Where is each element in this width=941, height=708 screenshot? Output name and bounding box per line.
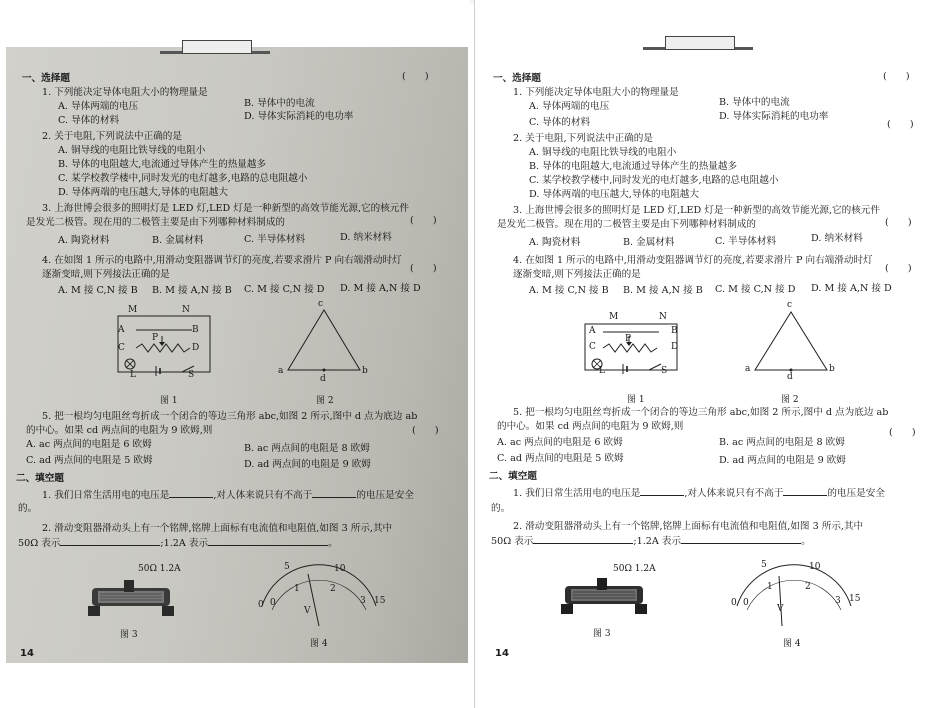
right-page [474, 0, 941, 708]
r-fig4-inner-1: 1 [767, 582, 773, 592]
fill-q2-part-a: 50Ω 表示 [18, 538, 61, 549]
r-fig1-label-m: M [609, 312, 619, 322]
r-fill-q1-part2: ,对人体来说只有不高于 [684, 488, 784, 499]
r-q3-answer-paren: ( ) [885, 217, 912, 228]
q1-option-c: C. 导体的材料 [58, 115, 120, 126]
fig1-label-p: P [152, 333, 159, 343]
r-q4-stem-2: 逐渐变暗,则下列接法正确的是 [513, 269, 641, 280]
q3-stem-1: 3. 上海世博会很多的照明灯是 LED 灯,LED 灯是一种新型的高效节能光源,它的核元件 [42, 203, 409, 214]
page-header-banner-right [643, 42, 753, 54]
q1-option-b: B. 导体中的电流 [244, 98, 315, 109]
r-q5-stem-1: 5. 把一根均匀电阻丝弯折成一个闭合的等边三角形 abc,如图 2 所示,图中 d 点为底边 ab [513, 407, 889, 418]
r-fill-q2-part-a: 50Ω 表示 [491, 536, 534, 547]
q5-option-b: B. ac 两点间的电阻是 8 欧姆 [244, 443, 370, 454]
q4-option-a: A. M 接 C,N 接 B [58, 285, 138, 296]
r-fig1-label-b: B [671, 326, 678, 336]
fig1-label-d: D [192, 343, 200, 353]
r-fill-q1-part1: 1. 我们日常生活用电的电压是 [513, 488, 641, 499]
q2-option-d: D. 导体两端的电压越大,导体的电阻越大 [58, 187, 228, 198]
fig2-label-a: a [278, 366, 284, 376]
q2-option-a: A. 铜导线的电阻比铁导线的电阻小 [58, 145, 206, 156]
r-q2-option-c: C. 某学校教学楼中,同时发光的电灯越多,电路的总电阻越小 [529, 175, 779, 186]
r-q1-option-d: D. 导体实际消耗的电功率 [719, 111, 829, 122]
r-q4-option-b: B. M 接 A,N 接 B [623, 285, 703, 296]
r-fig4-outer-10: 10 [809, 562, 821, 572]
r-q4-option-d: D. M 接 A,N 接 D [811, 283, 892, 294]
left-page-number: 14 [20, 648, 34, 659]
fig1-label-b: B [192, 325, 199, 335]
q4-option-d: D. M 接 A,N 接 D [340, 283, 421, 294]
r-q5-option-b: B. ac 两点间的电阻是 8 欧姆 [719, 437, 845, 448]
fill-q1-part2: ,对人体来说只有不高于 [213, 490, 313, 501]
fig2-label-b: b [362, 366, 368, 376]
r-fill-section-title: 二、填空题 [489, 471, 537, 482]
fig4-inner-2: 2 [330, 584, 336, 594]
fig4-caption: 图 4 [310, 639, 328, 649]
q5-answer-paren: ( ) [412, 425, 439, 436]
q4-stem-1: 4. 在如图 1 所示的电路中,用滑动变阻器调节灯的亮度,若要求滑片 P 向右端滑动时灯 [42, 255, 402, 266]
q3-option-d: D. 纳米材料 [340, 232, 392, 243]
fill-q1-blank-2[interactable] [312, 488, 356, 498]
q4-answer-paren: ( ) [410, 263, 437, 274]
r-q5-option-a: A. ac 两点间的电阻是 6 欧姆 [497, 437, 623, 448]
fig4-inner-0: 0 [270, 598, 276, 608]
r-fill-q1 [513, 486, 885, 501]
q4-stem-2: 逐渐变暗,则下列接法正确的是 [42, 269, 170, 280]
r-fig4-inner-0: 0 [743, 598, 749, 608]
r-fill-q1-part3: 的电压是安全 [827, 488, 885, 499]
fig1-label-a: A [118, 325, 125, 335]
header-box [182, 40, 252, 54]
r-q1-option-b: B. 导体中的电流 [719, 97, 790, 108]
r-q3-stem-1: 3. 上海世博会很多的照明灯是 LED 灯,LED 灯是一种新型的高效节能光源,它的核元件 [513, 205, 880, 216]
r-q5-answer-paren: ( ) [889, 427, 916, 438]
q5-stem-1: 5. 把一根均匀电阻丝弯折成一个闭合的等边三角形 abc,如图 2 所示,图中 d 点为底边 ab [42, 411, 418, 422]
r-q2-option-d: D. 导体两端的电压越大,导体的电阻越大 [529, 189, 699, 200]
r-fig4-inner-3: 3 [835, 596, 841, 606]
q3-stem-2: 是发光二极管。现在用的二极管主要是由下列哪种材料制成的 [26, 217, 286, 228]
fig4-outer-15: 15 [374, 596, 386, 606]
q2-stem: 2. 关于电阻,下列说法中正确的是 [42, 131, 182, 142]
fig4-outer-0: 0 [258, 600, 264, 610]
fill-q2-part-c: 。 [328, 538, 338, 549]
r-fill-q2-line1: 2. 滑动变阻器滑动头上有一个铭牌,铭牌上面标有电流值和电阻值,如图 3 所示,其中 [513, 521, 864, 532]
fig4-inner-1: 1 [294, 584, 300, 594]
r-fig1-label-l: L [599, 366, 605, 376]
r-fig4-inner-2: 2 [805, 582, 811, 592]
r-fill-q1-blank-2[interactable] [783, 486, 827, 496]
r-q5-option-c: C. ad 两点间的电阻是 5 欧姆 [497, 453, 624, 464]
fig1-label-n: N [182, 305, 190, 315]
r-fill-q2-blank-2[interactable] [681, 534, 801, 544]
r-q5-stem-2: 的中心。如果 cd 两点间的电阻为 9 欧姆,则 [497, 421, 684, 432]
r-q2-answer-paren: ( ) [887, 119, 914, 130]
r-q3-option-a: A. 陶瓷材料 [529, 237, 581, 248]
fill-q1-end: 的。 [18, 503, 38, 514]
r-fig1-label-c: C [589, 342, 596, 352]
fig4-outer-5: 5 [284, 562, 290, 572]
fill-q2-line2 [18, 536, 338, 551]
q5-option-c: C. ad 两点间的电阻是 5 欧姆 [26, 455, 153, 466]
q1-option-a: A. 导体两端的电压 [58, 101, 139, 112]
fig1-circuit-diagram [112, 310, 216, 378]
r-q1-option-a: A. 导体两端的电压 [529, 101, 610, 112]
r-fig1-label-d: D [671, 342, 679, 352]
fig4-inner-3: 3 [360, 596, 366, 606]
page-header-banner [160, 46, 270, 58]
fig1-label-s: S [188, 370, 195, 380]
r-fig1-label-s: S [661, 366, 668, 376]
fill-q1-part3: 的电压是安全 [356, 490, 414, 501]
r-q3-option-d: D. 纳米材料 [811, 233, 863, 244]
r-fig3-caption: 图 3 [593, 629, 611, 639]
fig1-label-c: C [118, 343, 125, 353]
q5-stem-2: 的中心。如果 cd 两点间的电阻为 9 欧姆,则 [26, 425, 213, 436]
fig3-rheostat-picture [86, 576, 176, 620]
r-fill-q2-line2 [491, 534, 811, 549]
r-fill-q1-end: 的。 [491, 503, 511, 514]
r-q3-stem-2: 是发光二极管。现在用的二极管主要是由下列哪种材料制成的 [497, 219, 757, 230]
q3-option-b: B. 金属材料 [152, 235, 204, 246]
q1-option-d: D. 导体实际消耗的电功率 [244, 111, 354, 122]
r-q4-stem-1: 4. 在如图 1 所示的电路中,用滑动变阻器调节灯的亮度,若要求滑片 P 向右端滑动时灯 [513, 255, 873, 266]
q4-option-b: B. M 接 A,N 接 B [152, 285, 232, 296]
fig2-triangle-diagram [284, 306, 364, 376]
header-box-right [665, 36, 735, 50]
q5-option-d: D. ad 两点间的电阻是 9 欧姆 [244, 459, 371, 470]
r-fig4-outer-0: 0 [731, 598, 737, 608]
r-fig1-label-p: P [625, 334, 632, 344]
r-q2-option-b: B. 导体的电阻越大,电流通过导体产生的热量越多 [529, 161, 738, 172]
right-page-number: 14 [495, 648, 509, 659]
q2-option-b: B. 导体的电阻越大,电流通过导体产生的热量越多 [58, 159, 267, 170]
r-q3-option-c: C. 半导体材料 [715, 236, 777, 247]
fig1-caption: 图 1 [160, 396, 178, 406]
fig4-outer-10: 10 [334, 564, 346, 574]
q3-answer-paren: ( ) [410, 215, 437, 226]
q4-option-c: C. M 接 C,N 接 D [244, 284, 325, 295]
q1-stem: 1. 下列能决定导体电阻大小的物理量是 [42, 87, 208, 98]
r-q4-answer-paren: ( ) [885, 263, 912, 274]
r-fig2-label-c: c [787, 300, 793, 310]
r-fig4-voltmeter-dial [723, 556, 863, 630]
r-q1-answer-paren: ( ) [883, 71, 910, 82]
r-fig2-caption: 图 2 [781, 395, 799, 405]
r-fig2-label-d: d [787, 372, 793, 382]
q3-option-a: A. 陶瓷材料 [58, 235, 110, 246]
fill-q1 [42, 488, 414, 503]
fill-q2-blank-1[interactable] [60, 536, 160, 546]
r-fig4-unit: V [777, 604, 784, 614]
fig3-caption: 图 3 [120, 630, 138, 640]
q1-answer-paren: ( ) [402, 71, 429, 82]
r-fill-q2-blank-1[interactable] [533, 534, 633, 544]
fig4-unit: V [304, 606, 311, 616]
r-fig1-label-n: N [659, 312, 667, 322]
r-fig1-label-a: A [589, 326, 596, 336]
fill-q2-blank-2[interactable] [208, 536, 328, 546]
fill-q2-line1: 2. 滑动变阻器滑动头上有一个铭牌,铭牌上面标有电流值和电阻值,如图 3 所示,其中 [42, 523, 393, 534]
r-q3-option-b: B. 金属材料 [623, 237, 675, 248]
q5-option-a: A. ac 两点间的电阻是 6 欧姆 [26, 439, 152, 450]
fill-q1-blank-1[interactable] [169, 488, 213, 498]
r-fig2-label-a: a [745, 364, 751, 374]
r-fig2-triangle-diagram [751, 310, 831, 374]
fig3-nameplate-label: 50Ω 1.2A [138, 564, 181, 574]
fig2-caption: 图 2 [316, 396, 334, 406]
r-fig3-rheostat-picture [559, 574, 649, 618]
r-fill-q2-part-b: ;1.2A 表示 [633, 536, 682, 547]
fill-q2-part-b: ;1.2A 表示 [160, 538, 209, 549]
fill-q1-part1: 1. 我们日常生活用电的电压是 [42, 490, 170, 501]
q2-option-c: C. 某学校教学楼中,同时发光的电灯越多,电路的总电阻越小 [58, 173, 308, 184]
r-q4-option-c: C. M 接 C,N 接 D [715, 284, 796, 295]
r-fig4-outer-5: 5 [761, 560, 767, 570]
r-fig4-caption: 图 4 [783, 639, 801, 649]
r-fill-q1-blank-1[interactable] [640, 486, 684, 496]
r-fig4-outer-15: 15 [849, 594, 861, 604]
choice-section-title: 一、选择题 [22, 73, 70, 84]
r-q5-option-d: D. ad 两点间的电阻是 9 欧姆 [719, 455, 846, 466]
r-fig3-nameplate-label: 50Ω 1.2A [613, 564, 656, 574]
r-q1-option-c: C. 导体的材料 [529, 117, 591, 128]
q3-option-c: C. 半导体材料 [244, 234, 306, 245]
r-q2-option-a: A. 铜导线的电阻比铁导线的电阻小 [529, 147, 677, 158]
fig2-label-d: d [320, 374, 326, 384]
r-q1-stem: 1. 下列能决定导体电阻大小的物理量是 [513, 87, 679, 98]
fig1-label-m: M [128, 305, 138, 315]
fig4-voltmeter-dial [248, 556, 388, 630]
fill-section-title: 二、填空题 [16, 473, 64, 484]
r-q2-stem: 2. 关于电阻,下列说法中正确的是 [513, 133, 653, 144]
r-fig1-caption: 图 1 [627, 395, 645, 405]
left-page [0, 0, 470, 708]
r-fill-q2-part-c: 。 [801, 536, 811, 547]
r-q4-option-a: A. M 接 C,N 接 B [529, 285, 609, 296]
r-choice-section-title: 一、选择题 [493, 73, 541, 84]
r-fig2-label-b: b [829, 364, 835, 374]
fig1-label-l: L [130, 370, 136, 380]
fig2-label-c: c [318, 299, 324, 309]
